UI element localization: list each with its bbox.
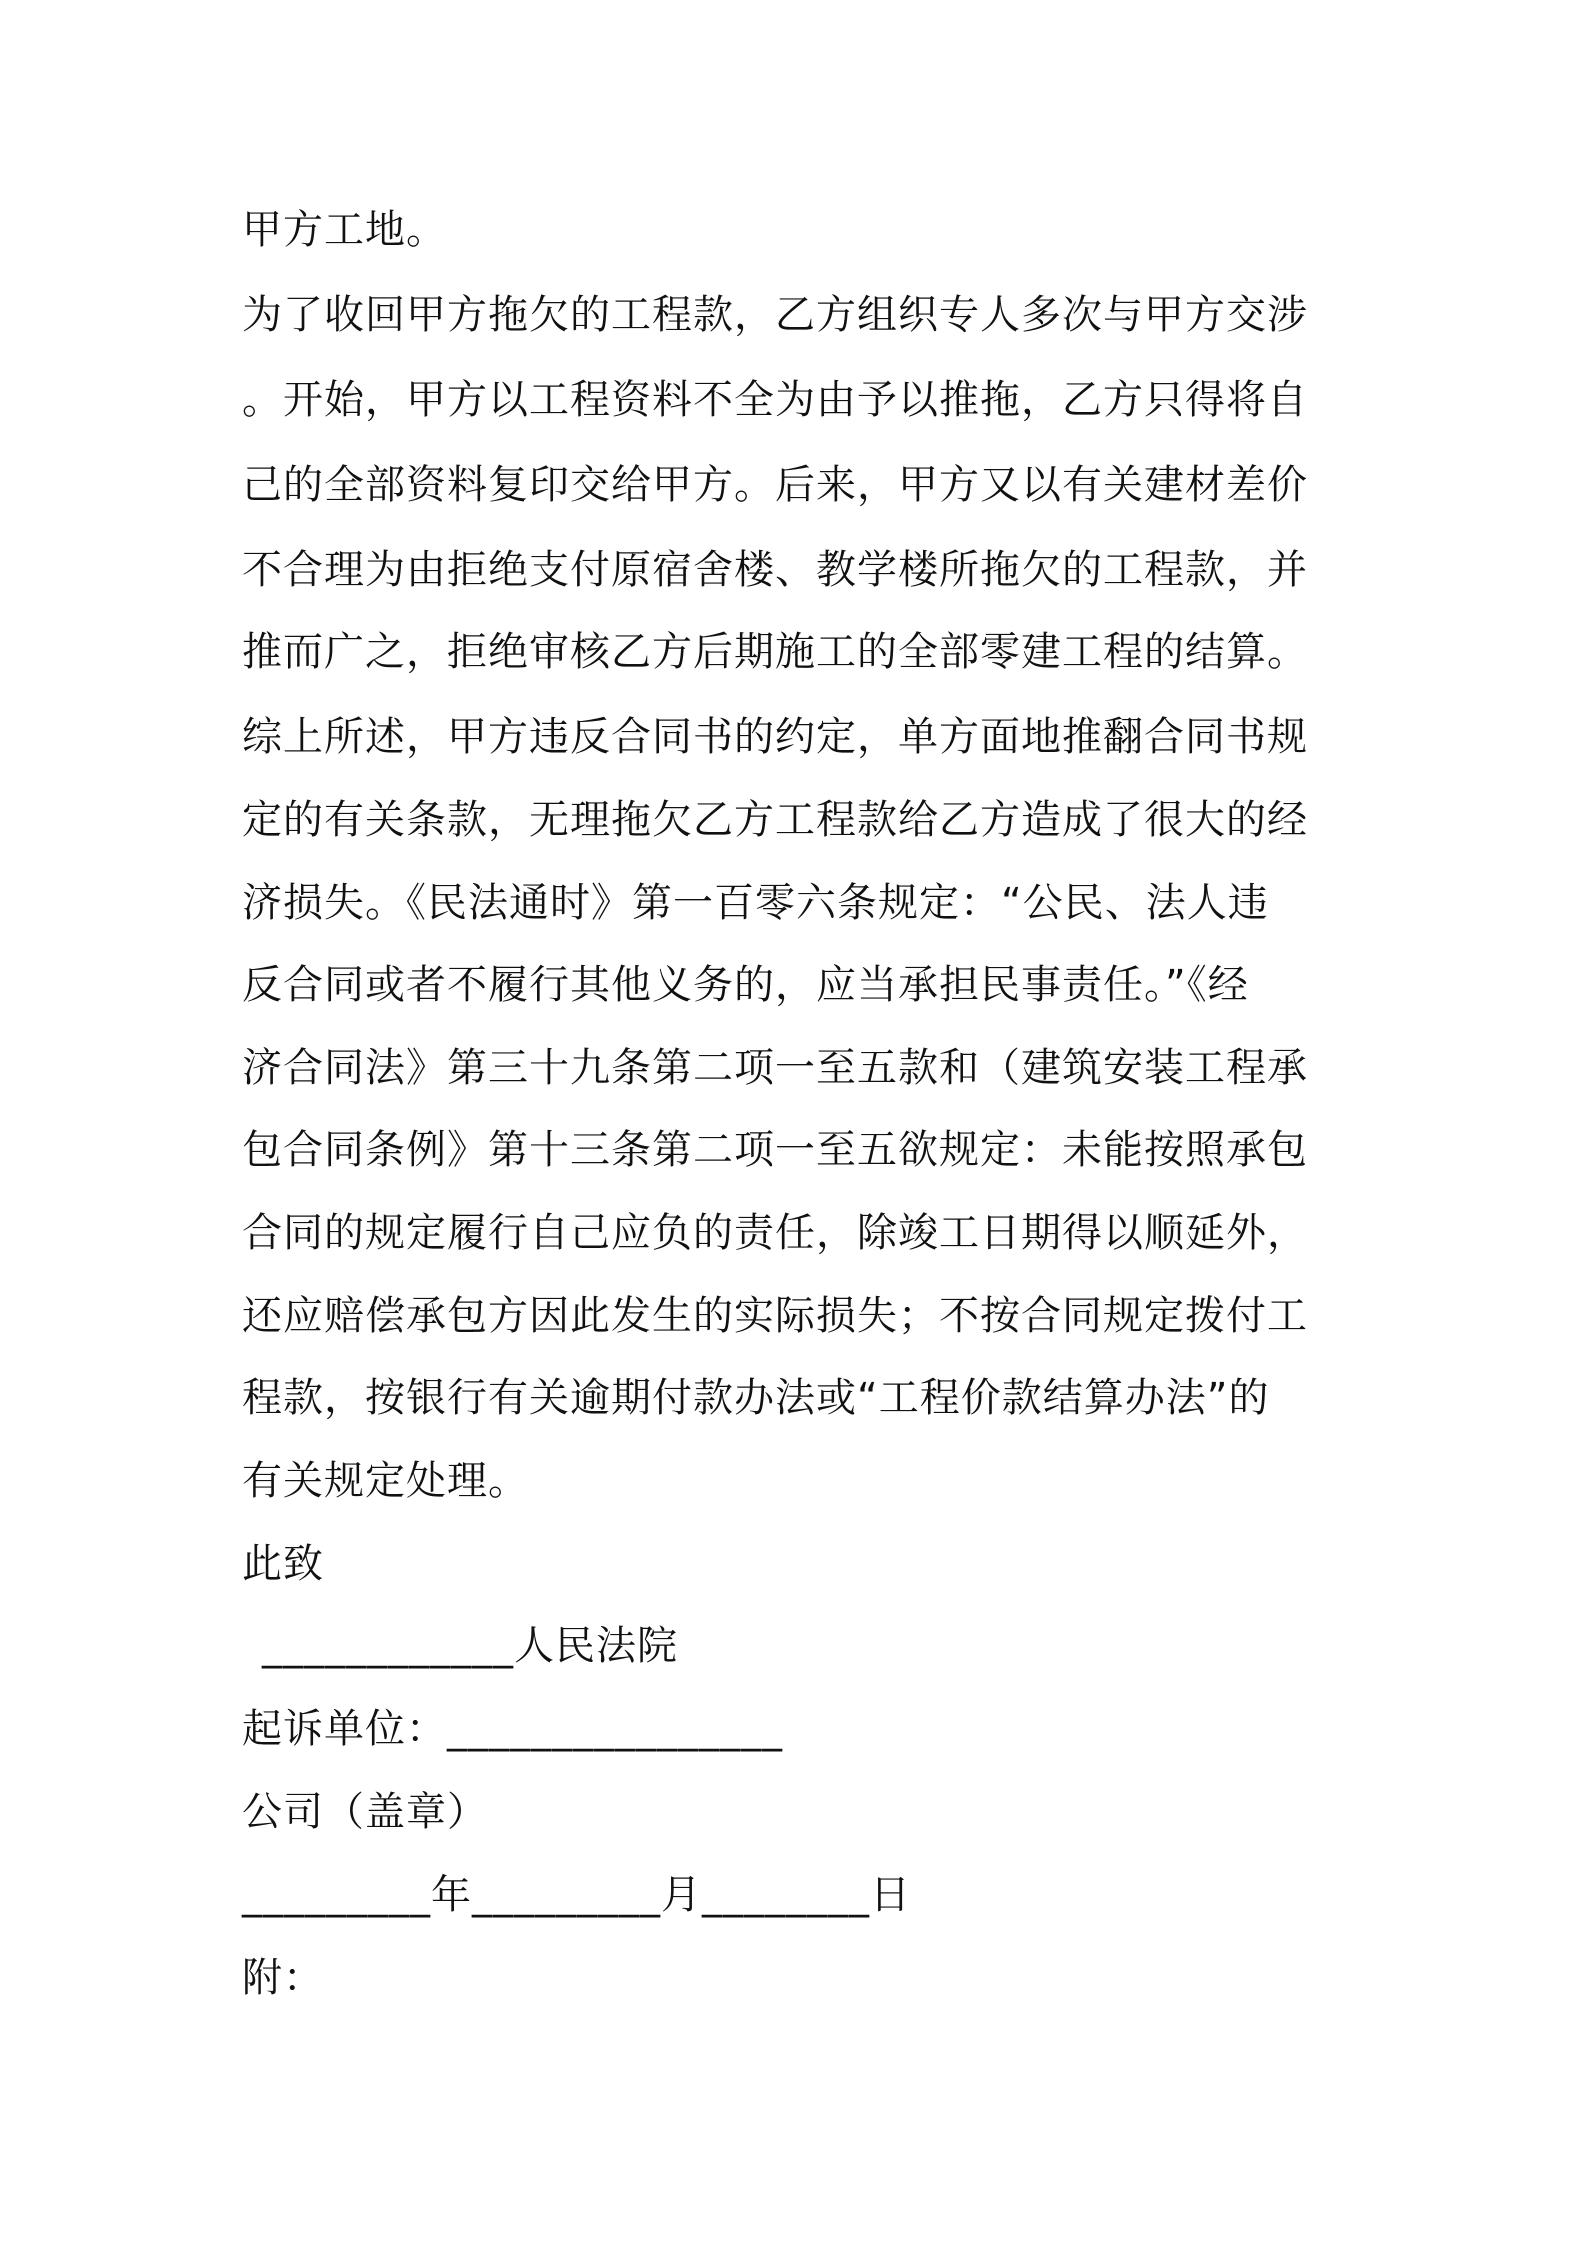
body-line: 包合同条例》第十三条第二项一至五欲规定：未能按照承包 (242, 1127, 1308, 1173)
body-line: 不合理为由拒绝支付原宿舍楼、教学楼所拖欠的工程款，并 (242, 547, 1308, 593)
body-line: 程款，按银行有关逾期付款办法或“工程价款结算办法”的 (242, 1375, 1270, 1421)
body-line: 合同的规定履行自己应负的责任，除竣工日期得以顺延外， (242, 1210, 1308, 1256)
plaintiff-line: 起诉单位：________________ (242, 1706, 783, 1752)
date-line: _________年_________月________日 (242, 1872, 911, 1918)
attachment-label: 附： (242, 1955, 324, 2001)
body-line: 济损失。《民法通时》第一百零六条规定：“公民、法人违 (242, 880, 1269, 926)
body-line: 有关规定处理。 (242, 1458, 529, 1504)
body-line: 反合同或者不履行其他义务的，应当承担民事责任。”《经 (242, 962, 1249, 1008)
body-line: 济合同法》第三十九条第二项一至五款和（建筑安装工程承 (242, 1045, 1308, 1091)
company-seal-line: 公司（盖章） (242, 1789, 488, 1835)
body-line: 综上所述，甲方违反合同书的约定，单方面地推翻合同书规 (242, 714, 1308, 760)
body-line: 还应赔偿承包方因此发生的实际损失；不按合同规定拨付工 (242, 1293, 1308, 1339)
body-line: 定的有关条款，无理拖欠乙方工程款给乙方造成了很大的经 (242, 797, 1308, 843)
court-name-line: ____________人民法院 (262, 1623, 678, 1669)
body-line: 为了收回甲方拖欠的工程款，乙方组织专人多次与甲方交涉 (242, 292, 1308, 338)
body-line: 己的全部资料复印交给甲方。后来，甲方又以有关建材差价 (242, 462, 1308, 508)
closing-salutation: 此致 (242, 1541, 324, 1587)
body-line: 甲方工地。 (242, 207, 447, 253)
body-line: 。开始，甲方以工程资料不全为由予以推拖，乙方只得将自 (242, 377, 1308, 423)
body-line: 推而广之，拒绝审核乙方后期施工的全部零建工程的结算。 (242, 629, 1308, 675)
